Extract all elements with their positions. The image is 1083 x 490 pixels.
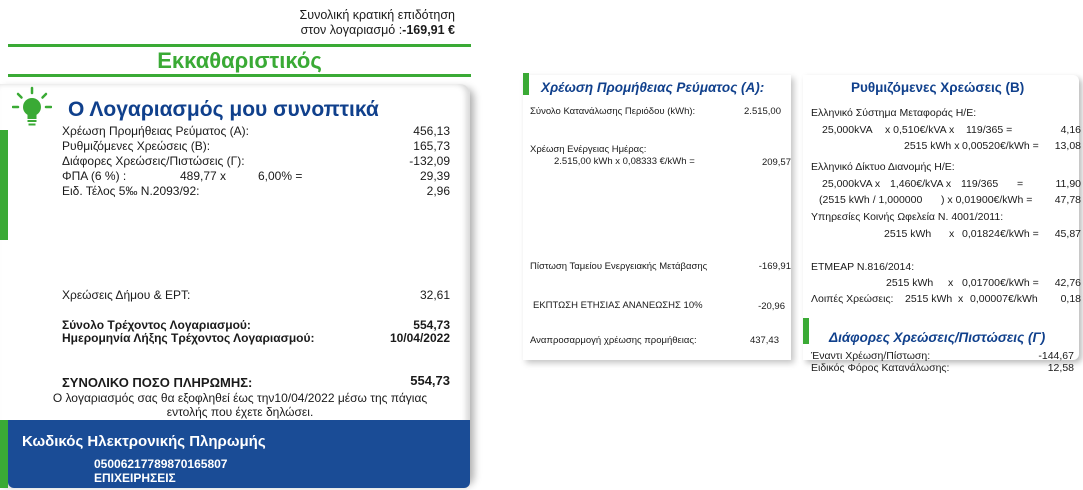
summary-heading: Ο Λογαριασμός μου συνοπτικά bbox=[68, 98, 379, 121]
etmear-x: x bbox=[948, 277, 954, 289]
transmission-label: Ελληνικό Σύστημα Μεταφοράς Η/Ε: bbox=[811, 107, 977, 119]
vat-base: 489,77 x bbox=[180, 169, 227, 183]
against-charge-value: -144,67 bbox=[1038, 350, 1074, 362]
green-accent-strip bbox=[0, 130, 8, 240]
energy-charge-label: Χρέωση Ενέργειας Ημέρας: bbox=[530, 144, 647, 155]
public-service-x: x bbox=[949, 228, 955, 240]
regulated-charge-value: 165,73 bbox=[413, 139, 450, 153]
subsidy-label: στον λογαριασμό : bbox=[300, 23, 403, 37]
subsidy-line-2 bbox=[301, 23, 455, 38]
grand-total-label: ΣΥΝΟΛΙΚΟ ΠΟΣΟ ΠΛΗΡΩΜΗΣ: bbox=[62, 375, 253, 390]
energy-charge-value: 209,57 bbox=[761, 157, 791, 168]
transmission-kwh-value: 13,08 bbox=[1054, 140, 1081, 152]
vat-value: 29,39 bbox=[419, 169, 450, 183]
supply-accent bbox=[523, 73, 529, 95]
other-charges-kwh: 2515 kWh bbox=[905, 293, 953, 305]
distribution-kva-value: 11,90 bbox=[1055, 178, 1081, 190]
transmission-kwh-rate: 0,00520€/kWh = bbox=[962, 140, 1039, 152]
consumption-label: Σύνολο Κατανάλωσης Περιόδου (kWh): bbox=[530, 106, 696, 117]
due-date-label: Ημερομηνία Λήξης Τρέχοντος Λογαριασμού: bbox=[62, 331, 315, 345]
renewal-discount-label: ΕΚΠΤΩΣΗ ΕΤΗΣΙΑΣ ΑΝΑΝΕΩΣΗΣ 10% bbox=[533, 300, 703, 311]
transmission-kva-value: 4,16 bbox=[1060, 124, 1081, 136]
page-title: Εκκαθαριστικός bbox=[8, 44, 471, 77]
distribution-kwh-rate: ) x 0,01900€/kWh = bbox=[941, 194, 1033, 206]
subsidy-amount: -169,91 € bbox=[402, 23, 455, 37]
regulated-section-title: Ρυθμιζόμενες Χρεώσεις (Β) bbox=[851, 80, 1025, 95]
lightbulb-icon bbox=[12, 86, 52, 130]
energy-charge-calc: 2.515,00 kWh x 0,08333 €/kWh = bbox=[554, 156, 695, 167]
distribution-kwh-value: 47,78 bbox=[1054, 194, 1081, 206]
transmission-kva-rate: x 0,510€/kVA x bbox=[885, 124, 955, 136]
payment-code-title: Κωδικός Ηλεκτρονικής Πληρωμής bbox=[22, 433, 266, 450]
various-section-title: Διάφορες Χρεώσεις/Πιστώσεις (Γ) bbox=[829, 330, 1046, 345]
supply-adjust-label: Αναπροσαρμογή χρέωσης προμήθειας: bbox=[530, 335, 697, 346]
fund-credit-label: Πίστωση Ταμείου Ενεργειακής Μετάβασης bbox=[530, 261, 708, 272]
supply-detail-panel bbox=[523, 75, 791, 360]
distribution-days: 119/365 bbox=[961, 178, 999, 190]
supply-charge-value: 456,13 bbox=[413, 124, 450, 138]
other-charges-label: Λοιπές Χρεώσεις: bbox=[811, 293, 894, 305]
transmission-days: 119/365 = bbox=[966, 124, 1013, 136]
distribution-label: Ελληνικό Δίκτυο Διανομής Η/Ε: bbox=[811, 161, 955, 173]
various-charge-value: -132,09 bbox=[409, 154, 450, 168]
vat-rate: 6,00% = bbox=[258, 169, 303, 183]
etmear-value: 42,76 bbox=[1054, 277, 1081, 289]
supply-charge-label: Χρέωση Προμήθειας Ρεύματος (Α): bbox=[62, 124, 249, 138]
due-date-value: 10/04/2022 bbox=[389, 331, 450, 345]
payment-note-line-2: εντολής που έχετε δηλώσει. bbox=[166, 405, 314, 419]
public-service-label: Υπηρεσίες Κοινής Ωφελεία Ν. 4001/2011: bbox=[811, 211, 1004, 223]
transmission-kwh: 2515 kWh x bbox=[904, 140, 960, 152]
payment-category: ΕΠΙΧΕΙΡΗΣΕΙΣ bbox=[94, 471, 176, 485]
consumption-value: 2.515,00 bbox=[744, 106, 781, 117]
payment-code-panel bbox=[8, 420, 470, 488]
distribution-kva-rate: 1,460€/kVA x bbox=[890, 178, 952, 190]
consumption-tax-label: Ειδικός Φόρος Κατανάλωσης: bbox=[811, 362, 950, 374]
other-charges-rate: 0,00007€/kWh bbox=[970, 293, 1038, 305]
payment-note-line-1: Ο λογαριασμός σας θα εξοφληθεί έως την10/04/2022 μέσω της πάγιας bbox=[52, 391, 428, 405]
municipal-value: 32,61 bbox=[419, 288, 450, 302]
green-accent-strip-bottom bbox=[0, 420, 8, 488]
municipal-label: Χρεώσεις Δήμου & ΕΡΤ: bbox=[62, 288, 191, 302]
subsidy-line-1: Συνολική κρατική επιδότηση bbox=[299, 8, 455, 22]
distribution-kva: 25,000kVA x bbox=[822, 178, 881, 190]
current-total-value: 554,73 bbox=[413, 318, 450, 332]
various-accent bbox=[803, 318, 809, 344]
public-service-kwh: 2515 kWh bbox=[884, 228, 932, 240]
distribution-kwh: (2515 kWh / 1,000000 bbox=[819, 194, 923, 206]
various-charge-label: Διάφορες Χρεώσεις/Πιστώσεις (Γ): bbox=[62, 154, 245, 168]
vat-label: ΦΠΑ (6 %) : bbox=[62, 169, 127, 183]
consumption-tax-value: 12,58 bbox=[1047, 362, 1074, 374]
special-fee-value: 2,96 bbox=[426, 184, 450, 198]
payment-code: 05006217789870165807 bbox=[94, 457, 228, 471]
other-charges-value: 0,18 bbox=[1060, 293, 1081, 305]
public-service-rate: 0,01824€/kWh = bbox=[962, 228, 1039, 240]
renewal-discount-value: -20,96 bbox=[758, 301, 785, 312]
against-charge-label: Έναντι Χρέωση/Πίστωση: bbox=[811, 350, 931, 362]
special-fee-label: Ειδ. Τέλος 5‰ Ν.2093/92: bbox=[62, 184, 200, 198]
etmear-label: ΕΤΜΕΑΡ Ν.816/2014: bbox=[811, 261, 915, 273]
etmear-rate: 0,01700€/kWh = bbox=[962, 277, 1039, 289]
etmear-kwh: 2515 kWh bbox=[886, 277, 934, 289]
distribution-equals: = bbox=[1017, 178, 1024, 190]
current-total-label: Σύνολο Τρέχοντος Λογαριασμού: bbox=[62, 318, 251, 332]
grand-total-value: 554,73 bbox=[410, 373, 450, 388]
supply-adjust-value: 437,43 bbox=[749, 335, 779, 346]
regulated-charge-label: Ρυθμιζόμενες Χρεώσεις (Β): bbox=[62, 139, 211, 153]
public-service-value: 45,87 bbox=[1054, 228, 1081, 240]
transmission-kva: 25,000kVA bbox=[822, 124, 873, 136]
other-charges-x: x bbox=[958, 293, 964, 305]
fund-credit-value: -169,91 bbox=[758, 261, 791, 272]
supply-section-title: Χρέωση Προμήθειας Ρεύματος (Α): bbox=[541, 80, 765, 95]
